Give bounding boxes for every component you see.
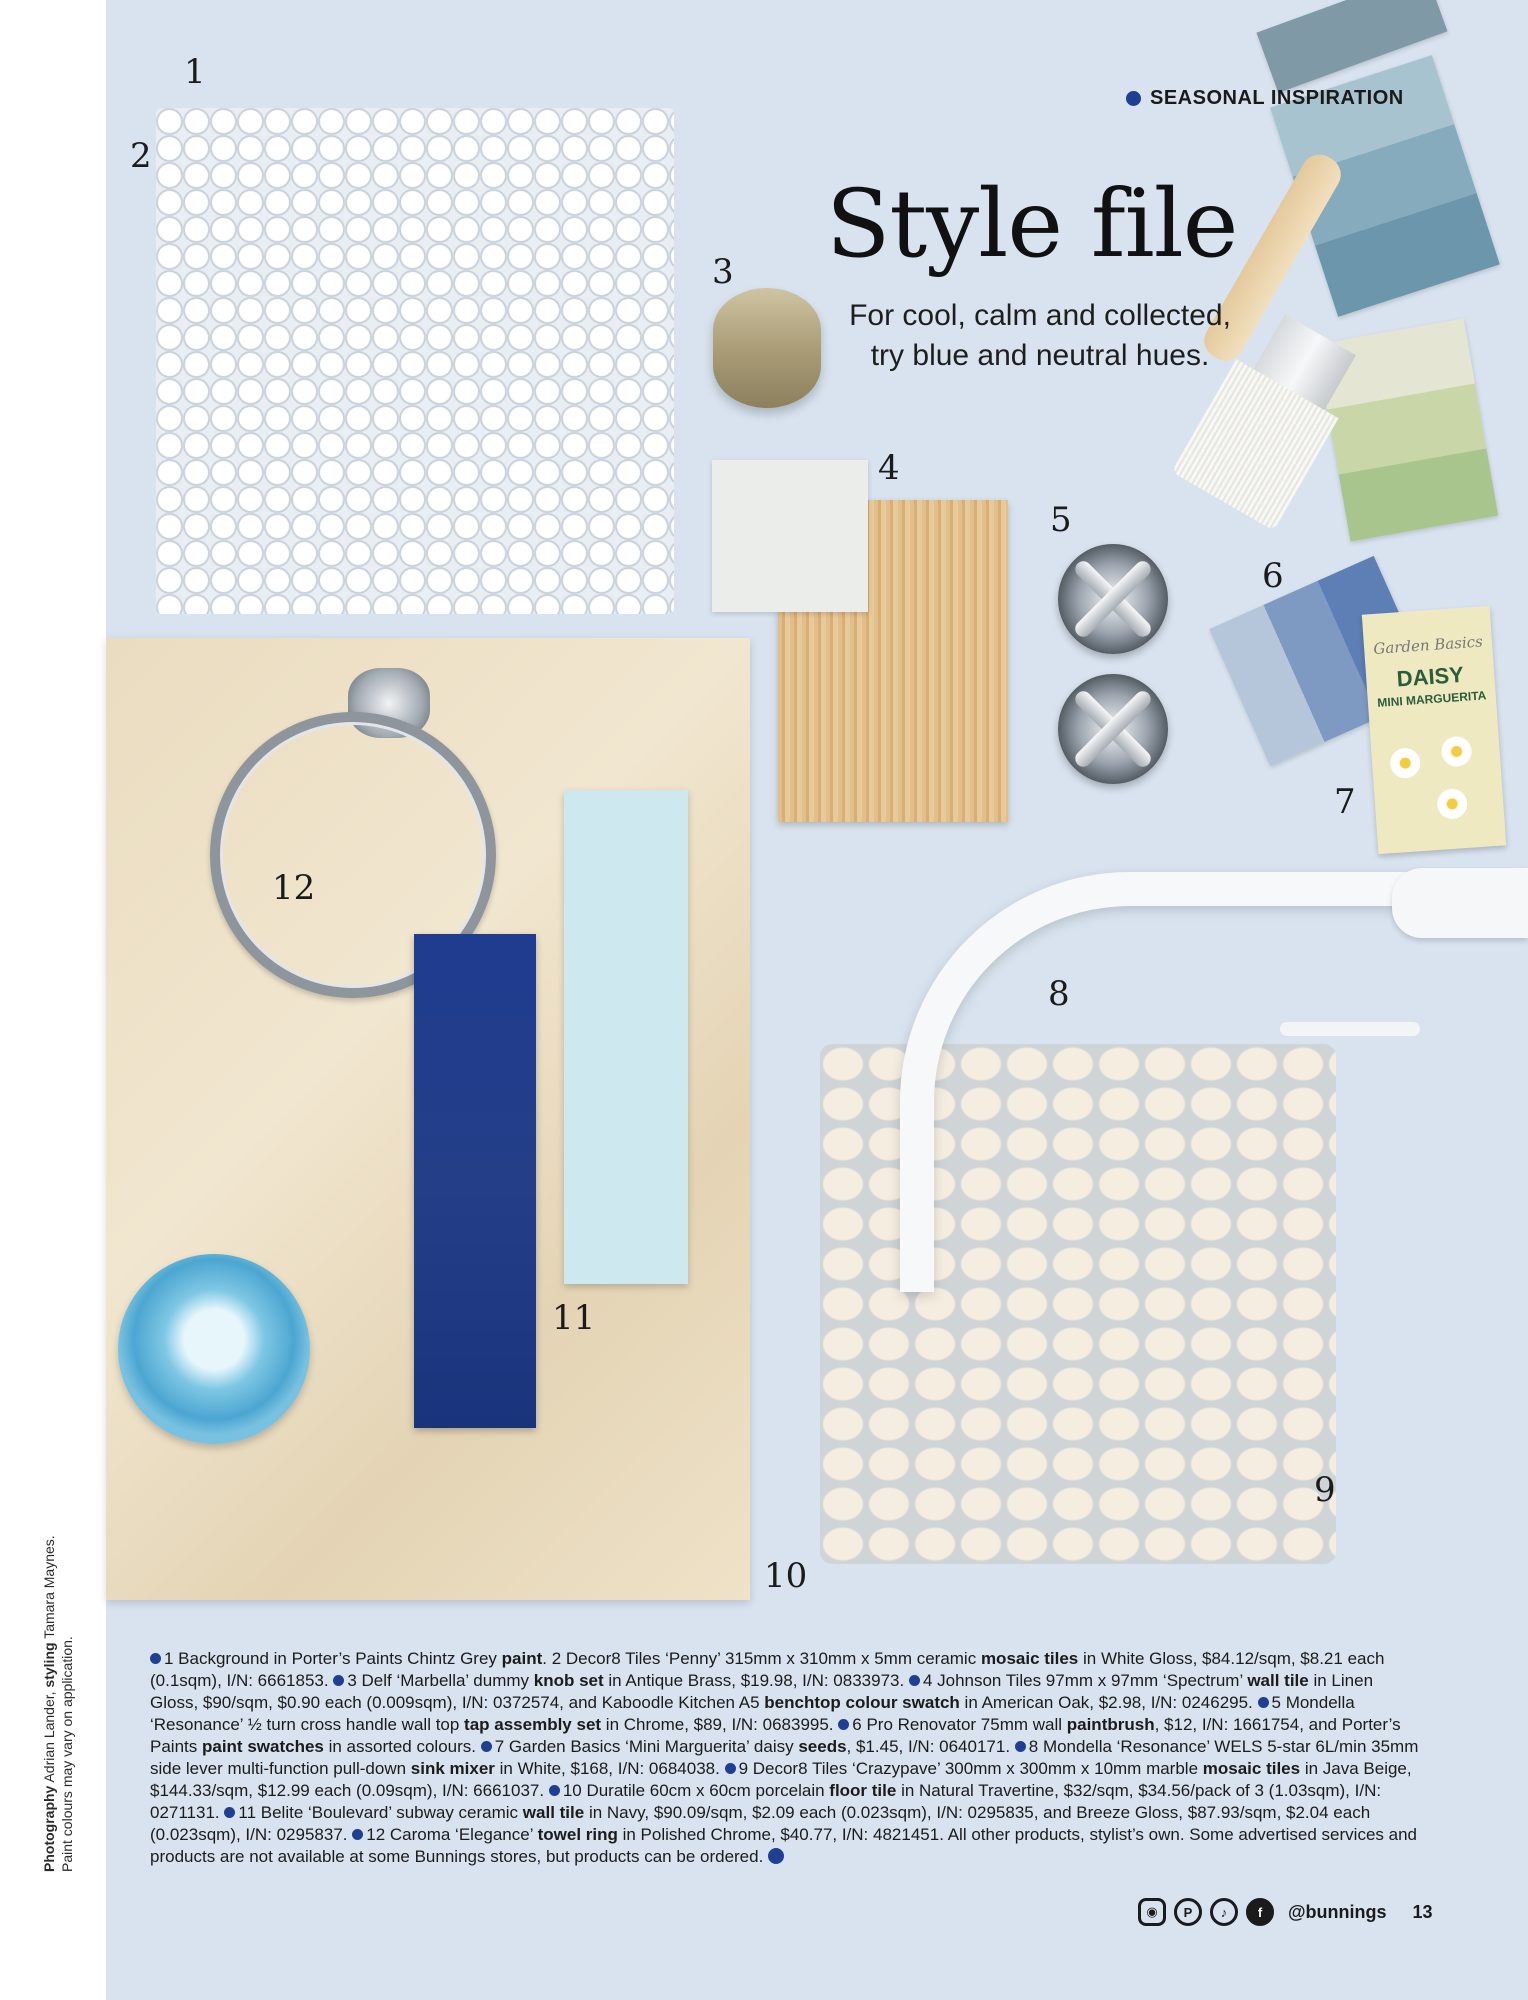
credit-photo-label: Photography [41,1785,57,1872]
page-title: Style file [826,170,1238,279]
credit-photographer: Adrian Lander, [41,1691,57,1783]
copy-text: 3 Delf ‘Marbella’ dummy [347,1671,534,1690]
bullet-dot-icon [352,1829,363,1840]
copy-text: All other products, stylist’s own. Some advertised services and products are not available at some Bunnings stores, but products can be ordered. [150,1825,1417,1866]
bullet-dot-icon [224,1807,235,1818]
copy-text: in White, $168, I/N: 0684038. [494,1759,725,1778]
subtitle-line: For cool, calm and collected, [849,299,1231,332]
section-label [1126,87,1404,110]
daisy-icon [1436,788,1468,820]
item-number: 1 [184,52,206,92]
instagram-icon[interactable]: ◉ [1138,1898,1166,1926]
copy-text: , $12, I/N: 1661754, and Porter’s Paints [150,1715,1401,1756]
item-number: 4 [878,448,900,488]
copy-bold: wall tile [1247,1671,1309,1690]
copy-bold: towel ring [537,1825,618,1844]
copy-bold: seeds [798,1737,847,1756]
item-number: 3 [712,252,734,292]
daisy-icon [1389,747,1421,779]
bullet-dot-icon [1126,91,1141,106]
section-label-text: SEASONAL INSPIRATION [1150,87,1404,109]
copy-text: , $1.45, I/N: 0640171. [846,1737,1015,1756]
copy-text: 7 Garden Basics ‘Mini Marguerita’ daisy [494,1737,799,1756]
credit-stylist: Tamara Maynes. [41,1535,57,1639]
copy-text: in assorted colours. [323,1737,481,1756]
item-number: 8 [1048,974,1070,1014]
credit-styling-label: styling [41,1642,57,1688]
copy-text: 10 Duratile 60cm x 60cm porcelain [562,1781,830,1800]
copy-bold: mosaic tiles [1202,1759,1301,1778]
copy-text: in Navy, $90.09/sqm, $2.09 each (0.023sqm), I/N: 0295835, and Breeze Gloss, $87.93/sqm, $2.04 each (0.023sqm), I/N: 0295837. [150,1803,1371,1844]
copy-bold: mosaic tiles [980,1649,1079,1668]
bullet-dot-icon [1015,1741,1026,1752]
sink-mixer-lever [1280,1022,1420,1036]
facebook-icon[interactable]: f [1246,1898,1274,1926]
navy-subway-tile [414,934,536,1428]
copy-text: 5 Mondella ‘Resonance’ ½ turn cross handle wall top [150,1693,1355,1734]
pinterest-icon[interactable]: P [1174,1898,1202,1926]
social-footer [1138,1898,1433,1926]
copy-text: in Java Beige, $144.33/sqm, $12.99 each (0.09sqm), I/N: 6661037. [150,1759,1412,1800]
social-handle[interactable]: @bunnings [1288,1901,1387,1922]
copy-text: 1 Background in Porter’s Paints Chintz Grey [164,1649,502,1668]
copy-text: . 2 Decor8 Tiles ‘Penny’ 315mm x 310mm x 5mm ceramic [542,1649,981,1668]
copy-text: 6 Pro Renovator 75mm wall [852,1715,1067,1734]
seed-packet-brand: Garden Basics [1372,632,1484,659]
copy-text: 8 Mondella ‘Resonance’ WELS 5-star 6L/min 35mm side lever multi-function pull-down [150,1737,1419,1778]
item-number: 11 [552,1298,596,1338]
copy-bold: knob set [533,1671,604,1690]
bullet-dot-icon [333,1675,344,1686]
bullet-dot-icon [481,1741,492,1752]
credit-note: Paint colours may vary on application. [59,1636,75,1872]
copy-bold: paint [501,1649,543,1668]
copy-text: in Natural Travertine, $32/sqm, $34.56/pack of 3 (1.03sqm), I/N: 0271131. [150,1781,1382,1822]
bullet-dot-icon [838,1719,849,1730]
item-number: 7 [1334,782,1356,822]
copy-text: in Chrome, $89, I/N: 0683995. [601,1715,839,1734]
seed-packet [1362,606,1506,854]
item-number: 12 [272,868,316,908]
seed-packet-sub: MINI MARGUERITA [1376,688,1487,710]
copy-bold: floor tile [829,1781,897,1800]
copy-text: in American Oak, $2.98, I/N: 0246295. [959,1693,1258,1712]
copy-text: in Polished Chrome, $40.77, I/N: 4821451. [617,1825,944,1844]
linen-wall-tile [712,460,868,612]
cross-handle-top [1058,544,1168,654]
copy-text: 12 Caroma ‘Elegance’ [366,1825,538,1844]
bullet-dot-icon [725,1763,736,1774]
copy-text: 11 Belite ‘Boulevard’ subway ceramic [238,1803,523,1822]
copy-bold: benchtop colour swatch [764,1693,960,1712]
copy-bold: paint swatches [201,1737,324,1756]
daisy-icon [1441,735,1473,767]
copy-bold: tap assembly set [464,1715,602,1734]
copy-text: in Antique Brass, $19.98, I/N: 0833973. [603,1671,909,1690]
copy-bold: sink mixer [410,1759,495,1778]
item-number: 10 [764,1556,808,1596]
item-number: 9 [1314,1470,1336,1510]
copy-bold: wall tile [522,1803,585,1822]
copy-text: in Linen Gloss, $90/sqm, $0.90 each (0.009sqm), I/N: 0372574, and Kaboodle Kitchen A5 [150,1671,1374,1712]
copy-text: 4 Johnson Tiles 97mm x 97mm ‘Spectrum’ [922,1671,1248,1690]
bullet-dot-icon [549,1785,560,1796]
bullet-dot-icon [768,1848,784,1864]
copy-text: 9 Decor8 Tiles ‘Crazypave’ 300mm x 300mm x 10mm marble [738,1759,1203,1778]
item-number: 2 [130,136,152,176]
bullet-dot-icon [1258,1697,1269,1708]
page-number: 13 [1412,1901,1433,1922]
item-number: 6 [1262,556,1284,596]
sink-mixer-body [1392,868,1528,938]
copy-bold: paintbrush [1066,1715,1155,1734]
copy-text: in White Gloss, $84.12/sqm, $8.21 each (0.1sqm), I/N: 6661853. [150,1649,1385,1690]
item-number: 5 [1050,500,1072,540]
page-subtitle [800,296,1280,376]
penny-mosaic-tile [156,108,674,614]
product-list [150,1648,1420,1868]
subtitle-line: try blue and neutral hues. [870,339,1210,372]
breeze-subway-tile [564,790,688,1284]
blue-candle [118,1254,310,1444]
bullet-dot-icon [150,1653,161,1664]
seed-packet-name: DAISY [1395,661,1465,692]
cross-handle-bottom [1058,674,1168,784]
bullet-dot-icon [909,1675,920,1686]
tiktok-icon[interactable]: ♪ [1210,1898,1238,1926]
